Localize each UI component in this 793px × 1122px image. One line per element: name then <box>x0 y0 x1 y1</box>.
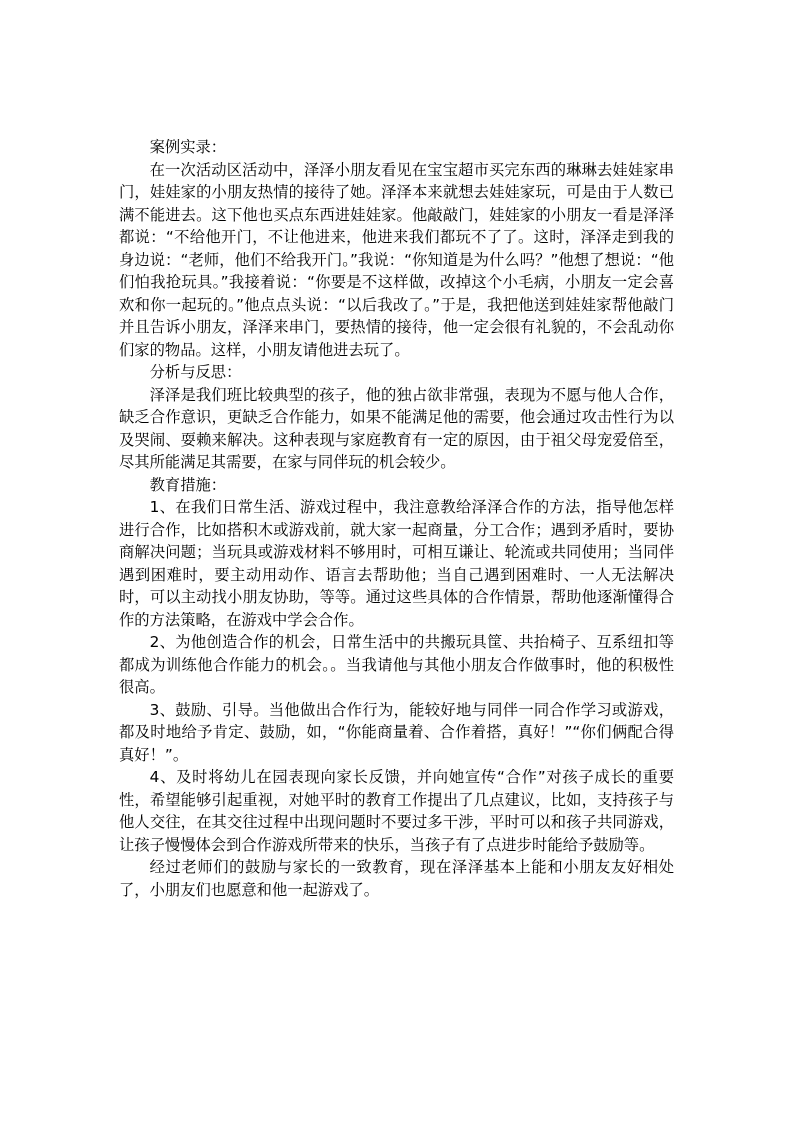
case-record-body: 在一次活动区活动中，泽泽小朋友看见在宝宝超市买完东西的琳琳去娃娃家串门，娃娃家的小朋友热情的接待了她。泽泽本来就想去娃娃家玩，可是由于人数已满不能进去。这下他也买点东西进娃娃家。他敲敲门，娃娃家的小朋友一看是泽泽都说：“不给他开门，不让他进来，他进来我们都玩不了了。这时，泽泽走到我的身边说：“老师，他们不给我开门。”我说：“你知道是为什么吗？”他想了想说：“他们怕我抢玩具。”我接着说：“你要是不这样做，改掉这个小毛病，小朋友一定会喜欢和你一起玩的。”他点点头说：“以后我改了。”于是，我把他送到娃娃家帮他敲门并且告诉小朋友，泽泽来串门，要热情的接待，他一定会很有礼貌的，不会乱动你们家的物品。这样，小朋友请他进去玩了。 <box>119 160 674 359</box>
heading-case-record: 案例实录： <box>149 138 227 156</box>
heading-measures: 教育措施： <box>149 475 227 494</box>
analysis-body: 泽泽是我们班比较典型的孩子，他的独占欲非常强，表现为不愿与他人合作，缺乏合作意识，更缺乏合作能力，如果不能满足他的需要，他会通过攻击性行为以及哭闹、耍赖来解决。这种表现与家庭教育有一定的原因，由于祖父母宠爱倍至，尽其所能满足其需要，在家与同伴玩的机会较少。 <box>119 385 674 471</box>
measure-1: 1、在我们日常生活、游戏过程中，我注意教给泽泽合作的方法，指导他怎样进行合作，比如搭积木或游戏前，就大家一起商量，分工合作；遇到矛盾时，要协商解决问题；当玩具或游戏材料不够用时，可相互谦让、轮流或共同使用；当同伴遇到困难时，要主动用动作、语言去帮助他；当自己遇到困难时、一人无法解决时，可以主动找小朋友协助，等等。通过这些具体的合作情景，帮助他逐渐懂得合作的方法策略，在游戏中学会合作。 <box>119 498 674 629</box>
measure-2: 2、为他创造合作的机会，日常生活中的共搬玩具筐、共抬椅子、互系纽扣等都成为训练他合作能力的机会。。当我请他与其他小朋友合作做事时，他的积极性很高。 <box>119 633 674 696</box>
heading-analysis: 分析与反思： <box>149 363 242 381</box>
document-page <box>119 136 674 901</box>
measure-3: 3、鼓励、引导。当他做出合作行为，能较好地与同伴一同合作学习或游戏，都及时地给予肯定、鼓励，如，“你能商量着、合作着搭，真好！”“你们俩配合得真好！”。 <box>119 700 674 764</box>
conclusion: 经过老师们的鼓励与家长的一致教育，现在泽泽基本上能和小朋友友好相处了，小朋友们也愿意和他一起游戏了。 <box>119 858 674 899</box>
measure-4: 4、及时将幼儿在园表现向家长反馈，并向她宣传“合作”对孩子成长的重要性，希望能够引起重视，对她平时的教育工作提出了几点建议，比如，支持孩子与他人交往，在其交往过程中出现问题时不要过多干涉，平时可以和孩子共同游戏，让孩子慢慢体会到合作游戏所带来的快乐，当孩子有了点进步时能给予鼓励等。 <box>119 768 674 854</box>
